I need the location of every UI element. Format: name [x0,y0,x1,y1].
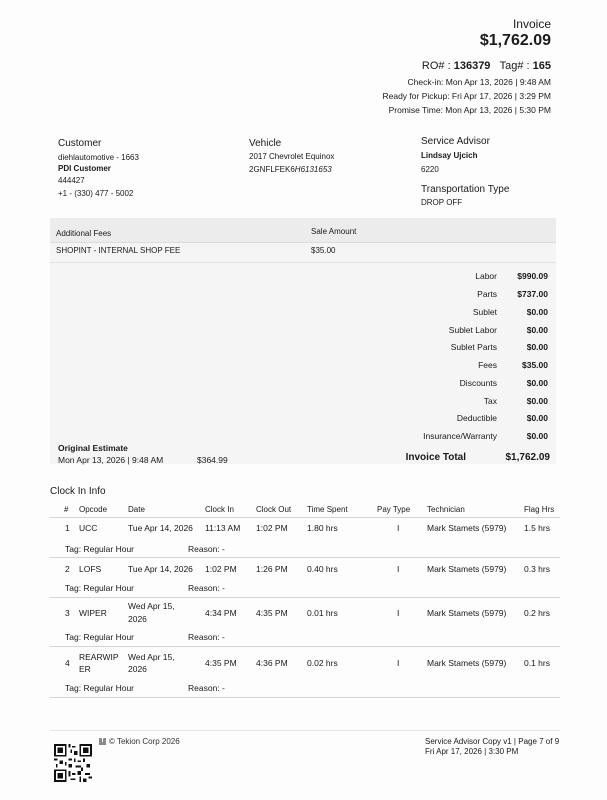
fees-header-row [50,218,556,242]
row3-pay-type: I [397,608,400,618]
row1-num: 1 [65,523,70,533]
row3-technician: Mark Stamets (5979) [427,608,507,618]
ro-tag-line: RO# : 136379 Tag# : 165 [421,60,551,72]
tag-value: Regular Hour [83,683,135,693]
summary-value: $0.00 [526,325,548,335]
footer-divider [50,730,560,731]
row1-date: Tue Apr 14, 2026 [128,523,193,533]
row3-flag-hrs: 0.2 hrs [524,608,550,618]
reason-value: - [222,583,225,593]
advisor-title: Service Advisor [421,136,490,147]
col-date: Date [128,505,145,514]
col-clock-out: Clock Out [256,505,292,514]
row1-clock-out: 1:02 PM [256,523,288,533]
row1-flag-hrs: 1.5 hrs [524,523,550,533]
customer-id: 444427 [58,176,85,185]
summary-value: $0.00 [526,307,548,317]
tag-prefix: Tag: [65,683,82,693]
row2-pay-type: I [397,564,400,574]
advisor-id: 6220 [421,165,439,174]
reason-value: - [222,683,225,693]
summary-label: Discounts [459,378,497,388]
clock-title: Clock In Info [50,486,106,497]
vehicle-model: 2017 Chevrolet Equinox [249,152,335,161]
ro-label: RO# [421,60,445,72]
summary-label: Sublet Parts [450,342,497,352]
row1-opcode: UCC [79,523,98,533]
tag-value: Regular Hour [83,632,135,642]
row3-time-spent: 0.01 hrs [307,608,338,618]
row4-tag [65,683,134,693]
header-divider [50,517,560,518]
row2-num: 2 [65,564,70,574]
col-opcode: Opcode [79,505,108,514]
row1-tag [65,544,134,554]
advisor-name: Lindsay Ujcich [421,151,478,160]
row4-opcode-line1: REARWIP [79,652,119,662]
vin-start: 2GNFLFEK6 [249,165,295,174]
vin-end: H6131653 [294,165,332,174]
vehicle-vin [249,165,332,174]
row4-pay-type: I [397,658,400,668]
col-clock-in: Clock In [205,505,234,514]
reason-prefix: Reason: [188,632,220,642]
promise-time: Promise Time: Mon Apr 13, 2026 | 5:30 PM [388,105,551,115]
col-num: # [64,505,69,514]
row-divider [50,646,560,647]
row1-reason [188,544,225,554]
document-type: Invoice [512,17,551,31]
customer-account: diehlautomotive - 1663 [58,153,139,162]
row1-clock-in: 11:13 AM [205,523,241,533]
summary-value: $0.00 [526,413,548,423]
customer-name: PDI Customer [58,164,111,173]
summary-value: $737.00 [517,289,548,299]
summary-label: Fees [478,360,497,370]
summary-label: Labor [475,271,497,281]
footer-copyright: © Tekion Corp 2026 [109,737,180,746]
reason-prefix: Reason: [188,683,220,693]
row4-date-line1: Wed Apr 15, [128,652,175,662]
row1-pay-type: I [397,523,400,533]
transport-title: Transportation Type [421,184,510,195]
row4-num: 4 [65,658,70,668]
row4-flag-hrs: 0.1 hrs [524,658,550,668]
estimate-amount: $364.99 [197,455,228,465]
invoice-total-label: Invoice Total [405,452,466,463]
tag-prefix: Tag: [65,544,82,554]
tag-number: 165 [532,60,551,72]
amount-col-header: Sale Amount [311,227,357,236]
row3-date-line1: Wed Apr 15, [128,601,175,611]
qr-code-icon [54,744,92,782]
estimate-title: Original Estimate [58,443,128,453]
summary-label: Deductible [456,413,497,423]
row1-time-spent: 1.80 hrs [307,523,338,533]
row4-clock-in: 4:35 PM [205,658,237,668]
reason-prefix: Reason: [188,544,220,554]
row3-tag [65,632,134,642]
row-divider [50,557,560,558]
row2-flag-hrs: 0.3 hrs [524,564,550,574]
tag-prefix: Tag: [65,632,82,642]
footer-copy-page: Service Advisor Copy v1 | Page 7 of 9 [425,737,560,746]
col-time-spent: Time Spent [307,505,348,514]
checkin-time: Check-in: Mon Apr 13, 2026 | 9:48 AM [407,77,551,87]
row4-technician: Mark Stamets (5979) [427,658,507,668]
row2-reason [188,583,225,593]
summary-label: Insurance/Warranty [423,431,497,441]
row3-clock-out: 4:35 PM [256,608,288,618]
tag-value: Regular Hour [83,583,135,593]
row-divider [50,597,560,598]
row3-opcode: WIPER [79,608,107,618]
customer-phone: +1 - (330) 477 - 5002 [58,189,134,198]
row4-reason [188,683,225,693]
summary-label: Sublet Labor [448,325,497,335]
row2-clock-in: 1:02 PM [205,564,237,574]
summary-value: $35.00 [522,360,548,370]
header-total: $1,762.09 [479,32,551,49]
vehicle-title: Vehicle [249,138,282,149]
summary-label: Sublet [472,307,497,317]
col-pay-type: Pay Type [377,505,411,514]
row2-clock-out: 1:26 PM [256,564,288,574]
reason-prefix: Reason: [188,583,220,593]
tag-prefix: Tag: [65,583,82,593]
fees-col-header: Additional Fees [56,229,112,238]
fees-divider [50,242,556,243]
row-divider [50,697,560,698]
tag-label: Tag# [499,60,524,72]
estimate-date: Mon Apr 13, 2026 | 9:48 AM [58,455,164,465]
row4-clock-out: 4:36 PM [256,658,288,668]
summary-value: $0.00 [526,396,548,406]
row2-technician: Mark Stamets (5979) [427,564,507,574]
summary-value: $0.00 [526,378,548,388]
transport-value: DROP OFF [421,198,463,207]
col-technician: Technician [427,505,465,514]
row3-date-line2: 2026 [128,614,147,624]
reason-value: - [222,544,225,554]
col-flag-hrs: Flag Hrs [524,505,555,514]
summary-value: $990.09 [517,271,548,281]
ro-number: 136379 [453,60,491,72]
summary-label: Tax [483,396,497,406]
tekion-logo-icon: T [100,738,105,744]
row2-tag [65,583,134,593]
summary-value: $0.00 [526,342,548,352]
row4-opcode-line2: ER [79,664,91,674]
footer-printed: Fri Apr 17, 2026 | 3:30 PM [425,747,519,756]
summary-value: $0.00 [526,431,548,441]
row2-time-spent: 0.40 hrs [307,564,338,574]
ready-time: Ready for Pickup: Fri Apr 17, 2026 | 3:29 PM [382,91,551,101]
summary-label: Parts [477,289,497,299]
fee-name: SHOPINT - INTERNAL SHOP FEE [56,246,181,255]
row2-date: Tue Apr 14, 2026 [128,564,193,574]
fees-row-divider [50,262,556,263]
row4-date-line2: 2026 [128,664,147,674]
row4-time-spent: 0.02 hrs [307,658,338,668]
row3-clock-in: 4:34 PM [205,608,237,618]
invoice-total-value: $1,762.09 [505,452,550,463]
customer-title: Customer [58,138,102,149]
row1-technician: Mark Stamets (5979) [427,523,507,533]
row2-opcode: LOFS [79,564,102,574]
row3-num: 3 [65,608,70,618]
fee-amount: $35.00 [311,246,336,255]
row3-reason [188,632,225,642]
reason-value: - [222,632,225,642]
tag-value: Regular Hour [83,544,135,554]
